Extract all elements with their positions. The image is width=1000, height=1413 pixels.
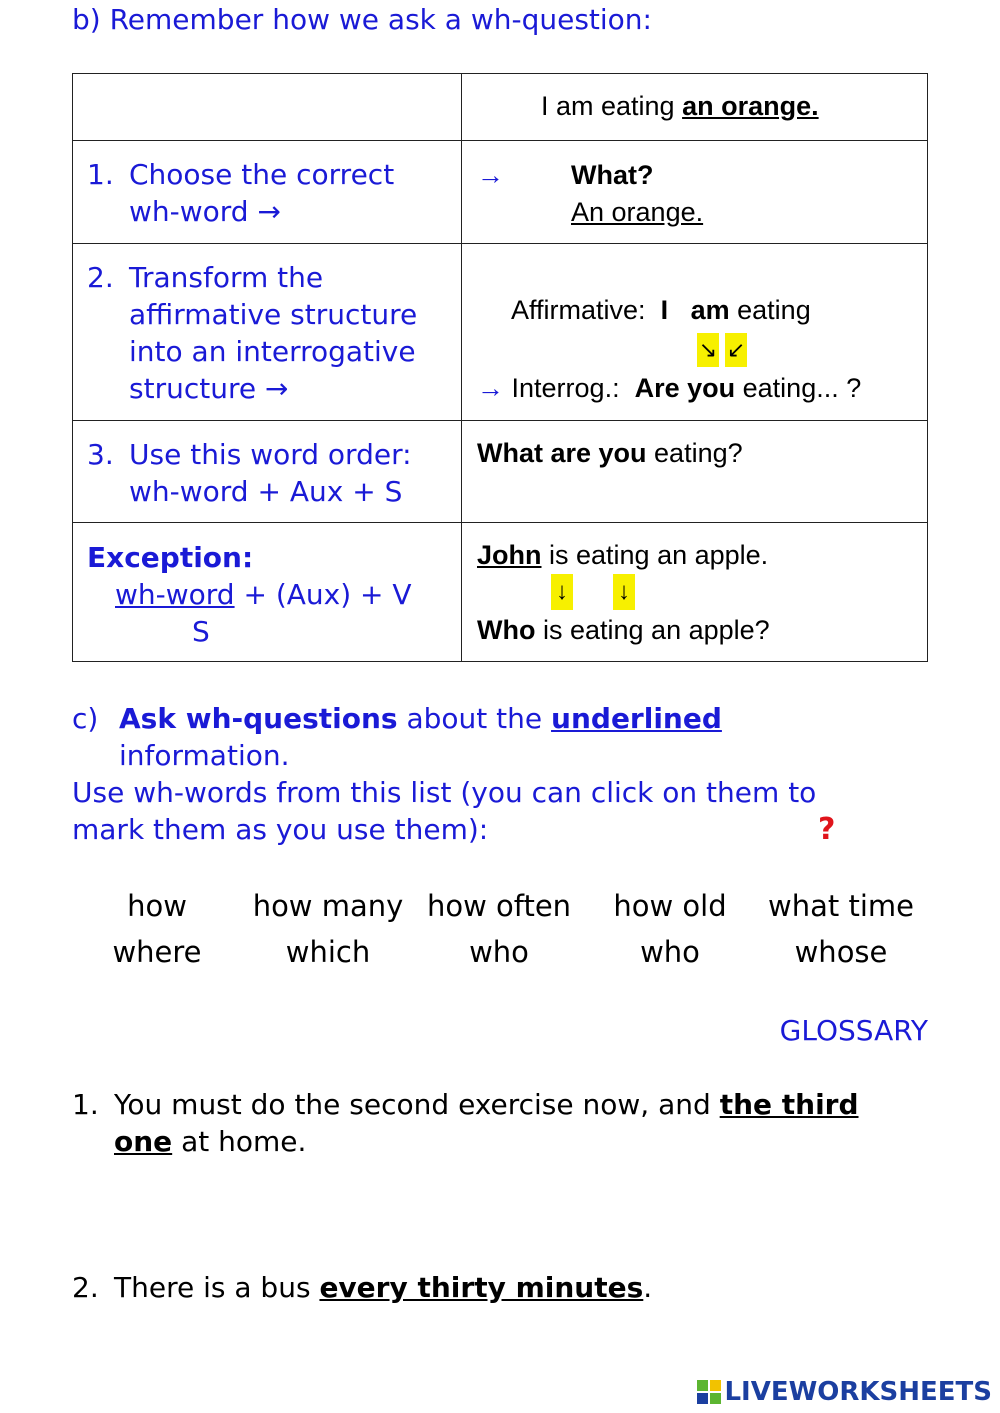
instruction-text: Use wh-words from this list (you can click on them to (72, 776, 817, 809)
affirmative-line (511, 292, 811, 329)
wh-word-what: What? (571, 160, 654, 190)
word-bank-item[interactable]: who (469, 935, 529, 969)
arrow-down-right-icon: ↘ (697, 333, 719, 367)
arrow-down-icon: ↓ (551, 574, 573, 610)
table-divider (73, 140, 927, 141)
subject-john: John (477, 540, 542, 570)
section-b-heading: b) Remember how we ask a wh-question: (72, 3, 652, 36)
wh-word-who: Who (477, 615, 536, 645)
word-bank-item[interactable]: which (285, 935, 371, 969)
verb-text: eating (737, 295, 811, 325)
arrow-icon: → (477, 160, 504, 190)
formula-subject: S (192, 615, 210, 648)
table-divider (73, 243, 927, 244)
help-question-icon[interactable]: ? (818, 812, 836, 847)
arrow-down-left-icon: ↙ (725, 333, 747, 367)
verb-text: eating... ? (742, 373, 862, 403)
question-text: There is a bus (114, 1271, 320, 1304)
row3-step (87, 436, 412, 510)
section-c-instructions (72, 700, 816, 848)
interrogative-label: Interrog.: (511, 373, 620, 403)
formula-wh-word: wh-word (115, 578, 235, 611)
glossary-link[interactable]: GLOSSARY (779, 1014, 928, 1047)
question-text: You must do the second exercise now, and (114, 1088, 720, 1121)
question-text: . (643, 1271, 653, 1304)
step-number: 1. (87, 158, 114, 191)
question-2 (72, 1269, 652, 1306)
instruction-text: about the (397, 702, 552, 735)
step-text: wh-word → (129, 195, 281, 228)
exception-block (87, 539, 412, 650)
word-bank-item[interactable]: who (640, 935, 700, 969)
aux-subject: Are you (634, 373, 736, 403)
logo-text: LIVEWORKSHEETS (724, 1377, 992, 1407)
exception-example-2 (477, 612, 770, 649)
question-number: 1. (72, 1088, 99, 1121)
instruction-underlined: underlined (551, 702, 722, 735)
step-text: Transform the (129, 261, 324, 294)
subject-i: I (660, 295, 669, 325)
liveworksheets-logo-icon (696, 1379, 722, 1405)
interrogative-line (477, 370, 861, 407)
instruction-text: mark them as you use them): (72, 813, 489, 846)
step-number: 3. (87, 438, 114, 471)
step-text: wh-word + Aux + S (129, 475, 403, 508)
step-text: Choose the correct (129, 158, 395, 191)
exception-example-1 (477, 537, 768, 574)
answer-underlined: An orange. (571, 197, 704, 227)
header-text: I am eating (541, 91, 683, 121)
arrow-down-icon: ↓ (613, 574, 635, 610)
word-bank-item[interactable]: how old (613, 889, 727, 923)
word-bank-item[interactable]: what time (768, 889, 914, 923)
instruction-text: information. (119, 739, 290, 772)
question-text: at home. (172, 1125, 307, 1158)
row3-example (477, 435, 743, 472)
header-underlined: an orange. (682, 91, 819, 121)
word-bank-item[interactable]: how (127, 889, 187, 923)
aux-am: am (690, 295, 730, 325)
wh-question-table (72, 73, 928, 662)
sentence-text: is eating an apple. (541, 540, 769, 570)
word-bank-item[interactable]: how many (252, 889, 404, 923)
section-c-label: c) (72, 702, 99, 735)
sentence-text: is eating an apple? (535, 615, 770, 645)
table-header-example (541, 88, 819, 125)
arrow-icon: → (477, 373, 504, 403)
step-text: affirmative structure (129, 298, 418, 331)
affirmative-label: Affirmative: (511, 295, 646, 325)
table-divider-vertical (461, 74, 462, 661)
word-bank-item[interactable]: where (112, 935, 202, 969)
formula-text: + (Aux) + V (234, 578, 412, 611)
exception-label: Exception: (87, 541, 254, 574)
exception-arrows (551, 574, 635, 610)
question-underlined: the third (719, 1088, 859, 1121)
question-number: 2. (72, 1271, 99, 1304)
question-start: What are you (477, 438, 647, 468)
word-bank-item[interactable]: how often (426, 889, 572, 923)
word-bank-item[interactable]: whose (794, 935, 888, 969)
row2-step (87, 259, 417, 407)
table-divider (73, 522, 927, 523)
liveworksheets-logo[interactable] (696, 1377, 992, 1407)
question-underlined: one (114, 1125, 173, 1158)
table-divider (73, 420, 927, 421)
step-text: into an interrogative (129, 335, 416, 368)
question-underlined: every thirty minutes (319, 1271, 644, 1304)
instruction-bold: Ask wh-questions (119, 702, 398, 735)
row1-answer (571, 157, 703, 231)
swap-arrows (697, 333, 747, 367)
step-text: structure → (129, 372, 289, 405)
question-end: eating? (646, 438, 743, 468)
question-1 (72, 1086, 859, 1160)
row1-step (87, 156, 394, 230)
step-text: Use this word order: (129, 438, 412, 471)
step-number: 2. (87, 261, 114, 294)
